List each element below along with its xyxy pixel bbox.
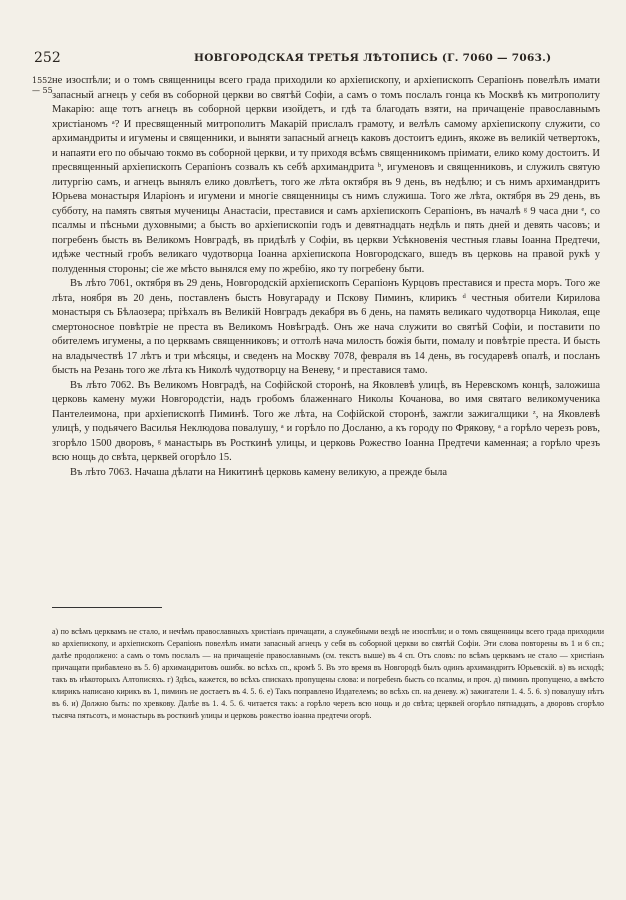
page-number: 252 [34,50,61,66]
page-header [34,50,596,66]
footnotes: а) по всѣмъ церквамъ не стало, и нечѣмъ православныхъ христіанъ причащати, а служебными вездѣ не изоспѣли; и о томъ священницы всего града приходили ко архіепископу, и архіепископъ Серапіонъ повелѣлъ имати запасный агнецъ у себя въ соборной церкви во святѣй Софіи. Эти слова повторены въ 1 и 6 сп.; далѣе продолжено: а самъ о томъ послалъ — на причащеніе православнымъ (см. текстъ выше) въ 4 сп. Отъ словъ: по всѣмъ церквамъ не стало — христіанъ причащати прибавлено въ 5. б) архимандритовъ ошибк. во всѣхъ сп., кромѣ 5. Въ это время въ Новгородѣ былъ одинъ архимандритъ Юрьевскій. в) въ исходѣ; такъ въ нѣкоторыхъ Алтописяхъ. г) Здѣсь, кажется, во всѣхъ спискахъ пропущены слова: и погребенъ бысть со псалмы, и проч. д) пиминъ пропущено, а вмѣсто клирикъ написано кирикъ въ 1, пиминъ не достаетъ въ 4. 5. 6. е) Такъ поправлено Издателемъ; во всѣхъ сп. на деневу. ж) зажигатели 1. 4. 5. 6. з) повалушу нѣтъ въ 6. и) Должно быть: по хревкову. Далѣе въ 1. 4. 5. 6. читается такъ: а горѣло черезъ всю нощь и до свѣта; церквей огорѣло пятнадцать, а дворовъ сгорѣло тысяча пятьсотъ, и монастырь въ росткинѣ улицы и церковь рожество іоанна предтечи огорѣ. [52,627,604,720]
margin-range-note: — 55 [32,86,53,95]
paragraph: Въ лѣто 7063. Начаша дѣлати на Никитинѣ церковь камену великую, а прежде была [70,466,448,478]
running-title: НОВГОРОДСКАЯ ТРЕТЬЯ ЛѢТОПИСЬ (Г. 7060 — 7063.) [194,52,552,64]
margin-year-note: 1552 [32,76,53,85]
body-text [52,74,600,480]
paragraph: не изоспѣли; и о томъ священницы всего града приходили ко архіепископу, и архіепископъ Серапіонъ повелѣлъ имати запасный агнецъ у себя въ соборной церкви во святѣй Софіи, а самъ о томъ послалъ гонца къ Москвѣ къ митрополиту Макарію: аще тотъ агнецъ въ соборной церкви изойдетъ, и гдѣ та благодать взяти, на причащеніе православнымъ христіаномъ ᵃ? И пресвященный митрополитъ Макарій прислалъ грамоту, и велѣлъ самому архіепископу служити, со архимандриты и игумены и священники, и выняти запасный агнецъ каковъ достоитъ единъ, якоже въ великій четвертокъ, и напаяти его по обычаю токмо въ соборной церкви, и ту приходя всѣмъ священникомъ пріимати, елико кому достоитъ. И пресвященный архіепископъ Серапіонъ созвалъ къ себѣ архимандрита ᵇ, игуменовъ и священниковъ, и служилъ святую литургію самъ, и агнецъ вынялъ елико довлѣетъ, того же лѣта октября въ 9 день, въ недѣлю; и съ нимъ архимандритъ Юрьева монастыря Иларіонъ и игумени и многіе священницы съ нимъ служиша. Того же лѣта, октября въ 29 день, въ субботу, на память святыя мученицы Анастасіи, преставися и самъ архіепископъ Серапіонъ, въ началѣ ᵍ 9 часа дни ᵉ, со псалмы и пѣсньми духовными; а бысть во архіепископіи годъ и девятнадцать недѣль и пять дней и девять часовъ; и погребенъ бысть въ Великомъ Новградѣ, въ придѣлѣ у Софіи, въ церкви Усѣкновенія честныя главы Іоанна Предтечи, идѣже честный гробъ великаго чудотворца Іоанна архіепископа Новгородскаго, вшедъ въ церковь на правой рукѣ у полуденныя стороны; сіе же мѣсто вынялся ему по жребію, яко ту погребену быти. [52,75,600,275]
paragraph: Въ лѣто 7062. Въ Великомъ Новградѣ, на Софійской сторонѣ, на Яковлевѣ улицѣ, въ Неревскомъ концѣ, заложиша церковь камену мужи Новгородстіи, надъ гробомъ блаженнаго Николы Кочанова, во имя святаго великомученика Пантелеимона, при архіепископѣ Пиминѣ. Того же лѣта, на Софійской сторонѣ, зажгли зажигалщики ᶻ, на Яковлевѣ улицѣ, у подьячего Василья Неклюдова повалушу, ᵃ и горѣло по Досланю, а къ городу по Фрякову, ᵃ а горѣло черезъ ровъ, згорѣло 1500 дворовъ, ᵍ манастырь въ Росткинѣ улицы, и церковь Рожество Іоанна Предтечи каменная; а горѣло чрезъ всю нощь до свѣта, церквей огорѣло 15. [52,379,600,463]
footnote-divider [52,607,162,608]
paragraph: Въ лѣто 7061, октября въ 29 день, Новгородскій архіепископъ Серапіонъ Курцовъ преставися и преста моръ. Того же лѣта, ноября въ 20 день, поставленъ бысть Новугараду и Пскову Пиминъ, клирикъ ᵈ честныя обители Кирилова монастыря съ Бѣлаозера; пріѣхалъ въ Великій Новградъ декабря въ 6 день, на память великаго чудотворца Николая, еще смертоносное повѣтріе не преста въ Великомъ Новѣградѣ. Онъ же нача служити во святѣй Софіи, и поставити по обителемъ игумены, а по церквамъ священниковъ; и оттолѣ нача милость божія быти, помалу и повѣтріе преста. И бысть на владычествѣ 17 лѣтъ и три мѣсяцы, и сведенъ на Москву 7078, февраля въ 14 день, въ государевѣ опалѣ, и посланъ бысть на Резань того же лѣта къ Николѣ чудотворцу на Веневу, ᵉ и преставися тамо. [52,278,600,376]
